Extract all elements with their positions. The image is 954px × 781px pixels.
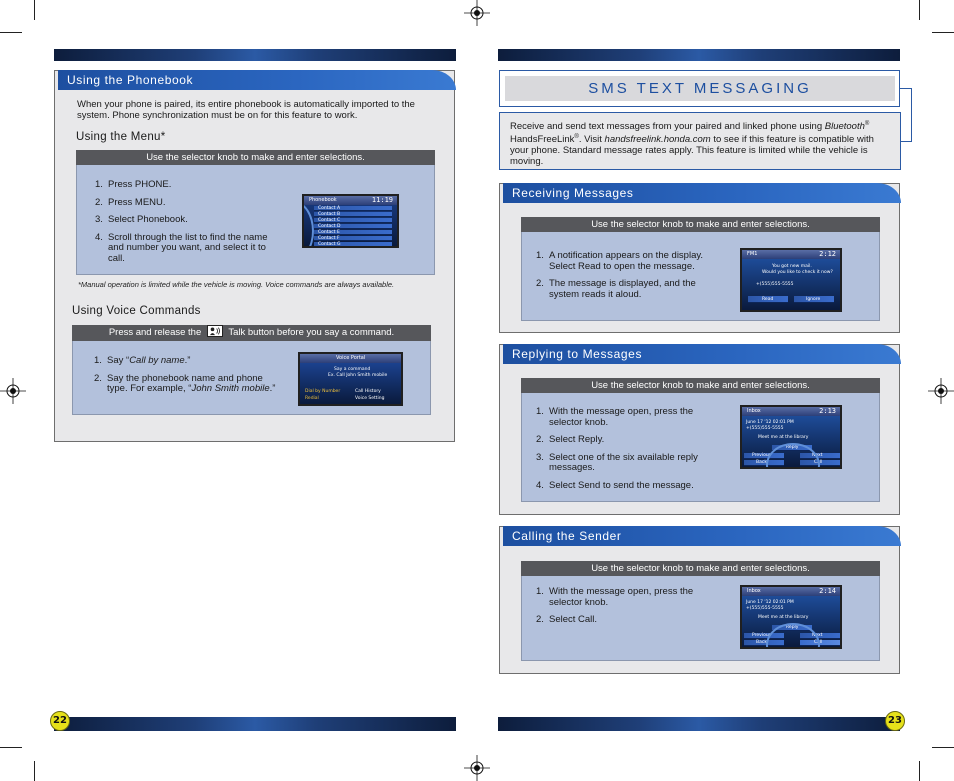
list-item: 3. Select one of the six available reply messages. [536,451,698,473]
crop-mark [919,761,920,781]
crop-mark [34,0,35,20]
crop-mark [932,747,954,748]
menu-heading: Using the Menu* [76,131,166,143]
list-item: 2. Select Call. [536,614,598,625]
receiving-title: Receiving Messages [512,186,634,200]
left-bottom-bar [54,717,456,731]
list-item: 1. Press PHONE. [95,179,172,190]
calling-steps [536,587,712,633]
calling-instruction-bar: Use the selector knob to make and enter selections. [521,561,880,576]
crop-mark [919,0,920,20]
inbox-call-screen: Inbox 2:14 June 17 '12 02:01 PM +(555)555-5555 Meet me at the library Reply Previous Next Back Call [740,585,842,649]
list-item: 1. With the message open, press the selector knob. [536,406,694,428]
menu-instruction-bar: Use the selector knob to make and enter selections. [76,150,435,165]
receiving-tab [503,183,901,203]
replying-instruction-bar: Use the selector knob to make and enter selections. [521,378,880,393]
page-number-left: 22 [50,711,70,731]
list-item: 2. Select Reply. [536,434,605,445]
crop-mark [0,747,22,748]
voice-portal-screen: Voice Portal Say a command Ex. Call John Smith mobile Dial by Number Call History Redial Voice Setting [298,352,403,406]
talk-button-icon [207,325,223,337]
phonebook-title: Using the Phonebook [67,73,194,87]
list-item: 1. With the message open, press the selector knob. [536,586,694,608]
voice-instruction-bar: Press and release the Talk button before you say a command. [72,325,431,341]
sms-frame-tab [900,88,912,142]
phonebook-tab [58,70,456,90]
crop-mark [34,761,35,781]
registration-mark-icon [0,378,26,404]
menu-steps [95,180,281,271]
menu-footnote: *Manual operation is limited while the vehicle is moving. Voice commands are always available. [78,280,395,289]
replying-steps [536,407,712,498]
list-item: 4. Select Send to send the message. [536,479,694,491]
list-item: 2. Say the phonebook name and phone type. For example, “John Smith mobile.” [94,372,276,394]
registration-mark-icon [928,378,954,404]
left-top-bar [54,49,456,61]
calling-title: Calling the Sender [512,529,622,543]
crop-mark [0,32,22,33]
list-item: 3. Select Phonebook. [95,214,188,225]
voice-steps [94,356,278,402]
replying-title: Replying to Messages [512,347,643,361]
sms-page-title: SMS TEXT MESSAGING [505,76,895,101]
phonebook-intro: When your phone is paired, its entire phonebook is automatically imported to the system. Phone synchronization must be on for this feature to work. [77,99,415,121]
inbox-reply-screen: Inbox 2:13 June 17 '12 02:01 PM +(555)555-5555 Meet me at the library Reply Previous Next Back Call [740,405,842,469]
voice-heading: Using Voice Commands [72,305,201,317]
registration-mark-icon [464,0,490,26]
page-number-right: 23 [885,711,905,731]
right-top-bar [498,49,900,61]
phonebook-screen: Phonebook 11:19 Contact A Contact B Contact C Contact D Contact E Contact F Contact G [302,194,399,248]
receiving-steps [536,251,716,307]
sms-intro-text: Receive and send text messages from your paired and linked phone using Bluetooth® HandsFreeLink®. Visit handsfreelink.honda.com to see if this feature is compatible with your phone. Standard message rates apply. This feature is limited while the vehicle is moving. [510,121,874,168]
list-item: 1. Say “Call by name.” [94,355,191,366]
crop-mark [932,32,954,33]
list-item: 1. A notification appears on the display. Select Read to open the message. [536,250,704,272]
list-item: 2. The message is displayed, and the system reads it aloud. [536,278,696,300]
registration-mark-icon [464,755,490,781]
list-item: 2. Press MENU. [95,196,166,208]
right-bottom-bar [498,717,900,731]
replying-tab [503,344,901,364]
receiving-instruction-bar: Use the selector knob to make and enter selections. [521,217,880,232]
list-item: 4. Scroll through the list to find the name and number you want, and select it to call. [95,231,268,264]
new-mail-screen: FM1 2:12 You got new mail. Would you like to check it now? +(555)555-5555 Read Ignore [740,248,842,312]
calling-tab [503,526,901,546]
